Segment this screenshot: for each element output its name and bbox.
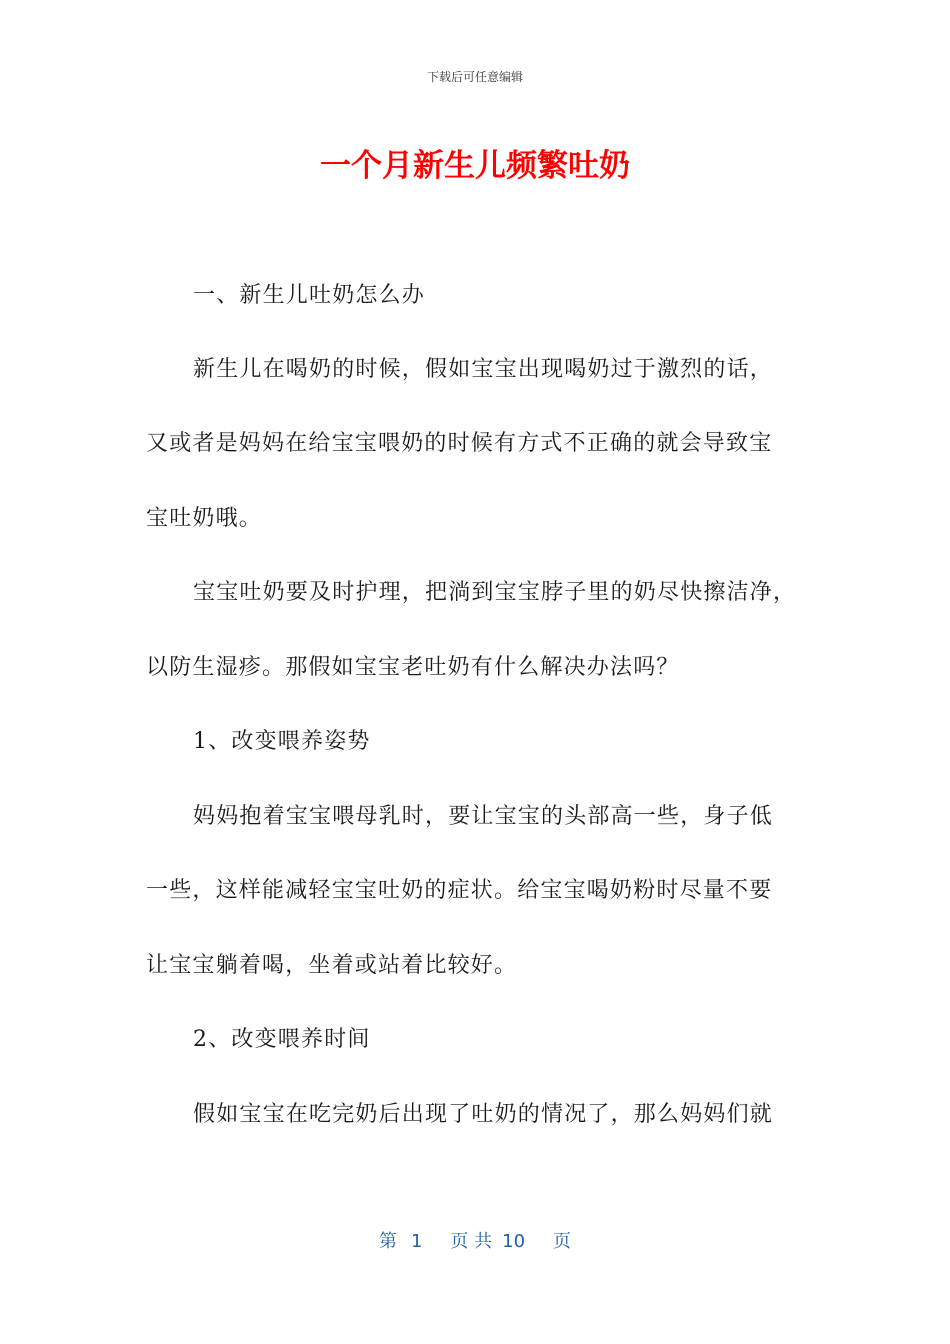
paragraph-line: 以防生湿疹。那假如宝宝老吐奶有什么解决办法吗？ [146,655,680,680]
footer-suffix: 页 [553,1231,572,1252]
paragraph-line: 宝宝吐奶要及时护理，把淌到宝宝脖子里的奶尽快擦洁净， [193,580,797,605]
page-footer [0,1227,950,1253]
document-title: 一个月新生儿频繁吐奶 [320,148,630,184]
header-note: 下载后可任意编辑 [426,70,523,84]
paragraph-line: 妈妈抱着宝宝喂母乳时，要让宝宝的头部高一些，身子低 [193,804,774,829]
paragraph-line: 宝吐奶哦。 [146,506,263,531]
paragraph-line: 让宝宝躺着喝，坐着或站着比较好。 [146,953,518,978]
footer-prefix: 第 [378,1231,397,1252]
paragraph-line: 又或者是妈妈在给宝宝喂奶的时候有方式不正确的就会导致宝 [146,431,773,456]
paragraph-line: 一些，这样能减轻宝宝吐奶的症状。给宝宝喝奶粉时尽量不要 [146,878,773,903]
total-page-count: 10 [502,1231,526,1252]
subsection-heading: 1、改变喂养姿势 [193,729,371,754]
subsection-heading: 2、改变喂养时间 [193,1027,371,1052]
section-heading: 一、新生儿吐奶怎么办 [193,283,426,308]
footer-middle: 页 共 [450,1231,493,1252]
paragraph-line: 假如宝宝在吃完奶后出现了吐奶的情况了，那么妈妈们就 [193,1102,774,1127]
paragraph-line: 新生儿在喝奶的时候，假如宝宝出现喝奶过于激烈的话， [193,357,774,382]
current-page-number: 1 [410,1231,423,1252]
